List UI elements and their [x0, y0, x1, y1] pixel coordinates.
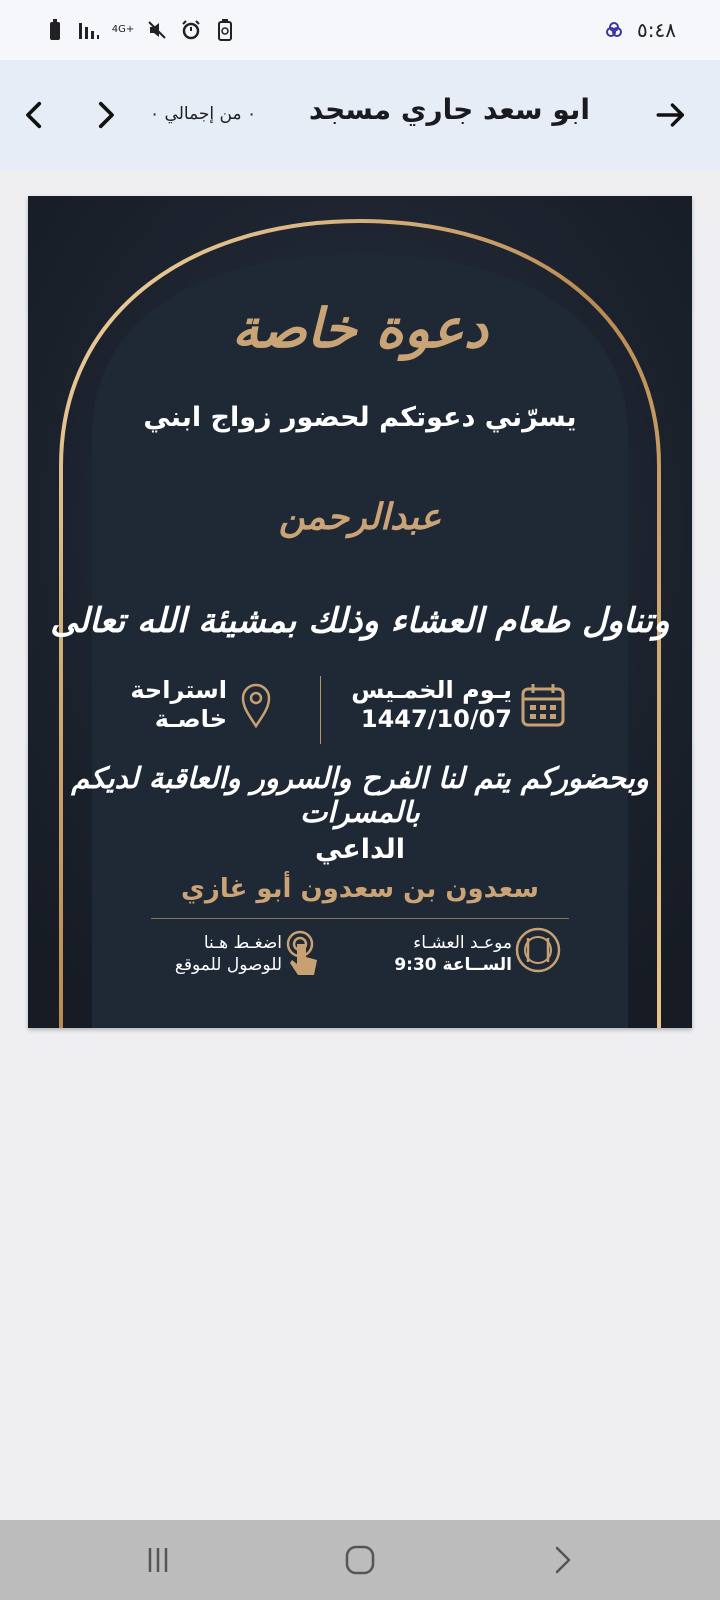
host-name: سعدون بن سعدون أبو غازي [181, 874, 539, 904]
event-info-row [28, 676, 692, 756]
location-sub: للوصول للموقع [174, 955, 282, 975]
tap-hand-icon [282, 930, 322, 978]
dinner-time-label: موعـد العشـاء [413, 933, 512, 953]
dinner-line: وتناول طعام العشاء وذلك بمشيئة الله تعالى [50, 601, 670, 641]
battery-icon [44, 19, 66, 41]
arrow-right-icon [654, 98, 688, 132]
recents-button[interactable] [128, 1540, 188, 1580]
wish-line: وبحضوركم يتم لنا الفرح والسرور والعاقبة لديكم بالمسرات [71, 761, 649, 829]
chevron-right-icon [547, 1545, 577, 1575]
mute-icon [146, 19, 168, 41]
alarm-icon [180, 19, 202, 41]
status-bar [0, 0, 720, 60]
event-date-block [351, 676, 512, 734]
dinner-time-block [394, 932, 512, 976]
invitation-image[interactable] [28, 196, 692, 1028]
invitation-title: دعوة خاصة [232, 296, 488, 360]
next-button[interactable] [80, 90, 130, 140]
bottom-divider [151, 918, 569, 919]
venue-block [130, 676, 227, 734]
signal-icon [78, 19, 100, 41]
venue-line2: خاصـة [154, 705, 227, 733]
home-icon [344, 1544, 376, 1576]
navigation-bar [0, 1520, 720, 1600]
invitation-subtitle: يسرّني دعوتكم لحضور زواج ابني [143, 402, 577, 433]
event-day: يـوم الخمـيس [351, 676, 512, 704]
venue-line1: استراحة [130, 676, 227, 704]
location-pin-icon [240, 682, 272, 728]
dinner-plate-icon [514, 926, 562, 974]
calendar-icon [520, 682, 566, 728]
dinner-time: الســاعة 9:30 [394, 955, 512, 975]
groom-name: عبدالرحمن [278, 496, 442, 538]
sync-icon [603, 19, 625, 41]
home-button[interactable] [330, 1540, 390, 1580]
network-icon [112, 19, 134, 41]
status-icons-right [603, 18, 676, 42]
location-label: اضغـط هـنا [203, 933, 282, 953]
status-icons-left [44, 19, 236, 41]
result-count: ٠ من إجمالي ٠ [150, 104, 257, 124]
chevron-left-icon [18, 98, 52, 132]
back-nav-button[interactable] [532, 1540, 592, 1580]
previous-button[interactable] [10, 90, 60, 140]
location-link[interactable] [175, 932, 282, 976]
back-button[interactable] [646, 90, 696, 140]
chevron-right-icon [88, 98, 122, 132]
host-label: الداعي [314, 834, 405, 865]
recents-icon [143, 1545, 173, 1575]
event-date: 1447/10/07 [360, 705, 512, 733]
app-bar [0, 60, 720, 170]
clock: ٥:٤٨ [637, 18, 676, 42]
chat-title: ابو سعد جاري مسجد [308, 93, 590, 126]
network-type: 4G+ [111, 24, 135, 35]
battery-saver-icon [214, 19, 236, 41]
info-divider [320, 676, 321, 744]
